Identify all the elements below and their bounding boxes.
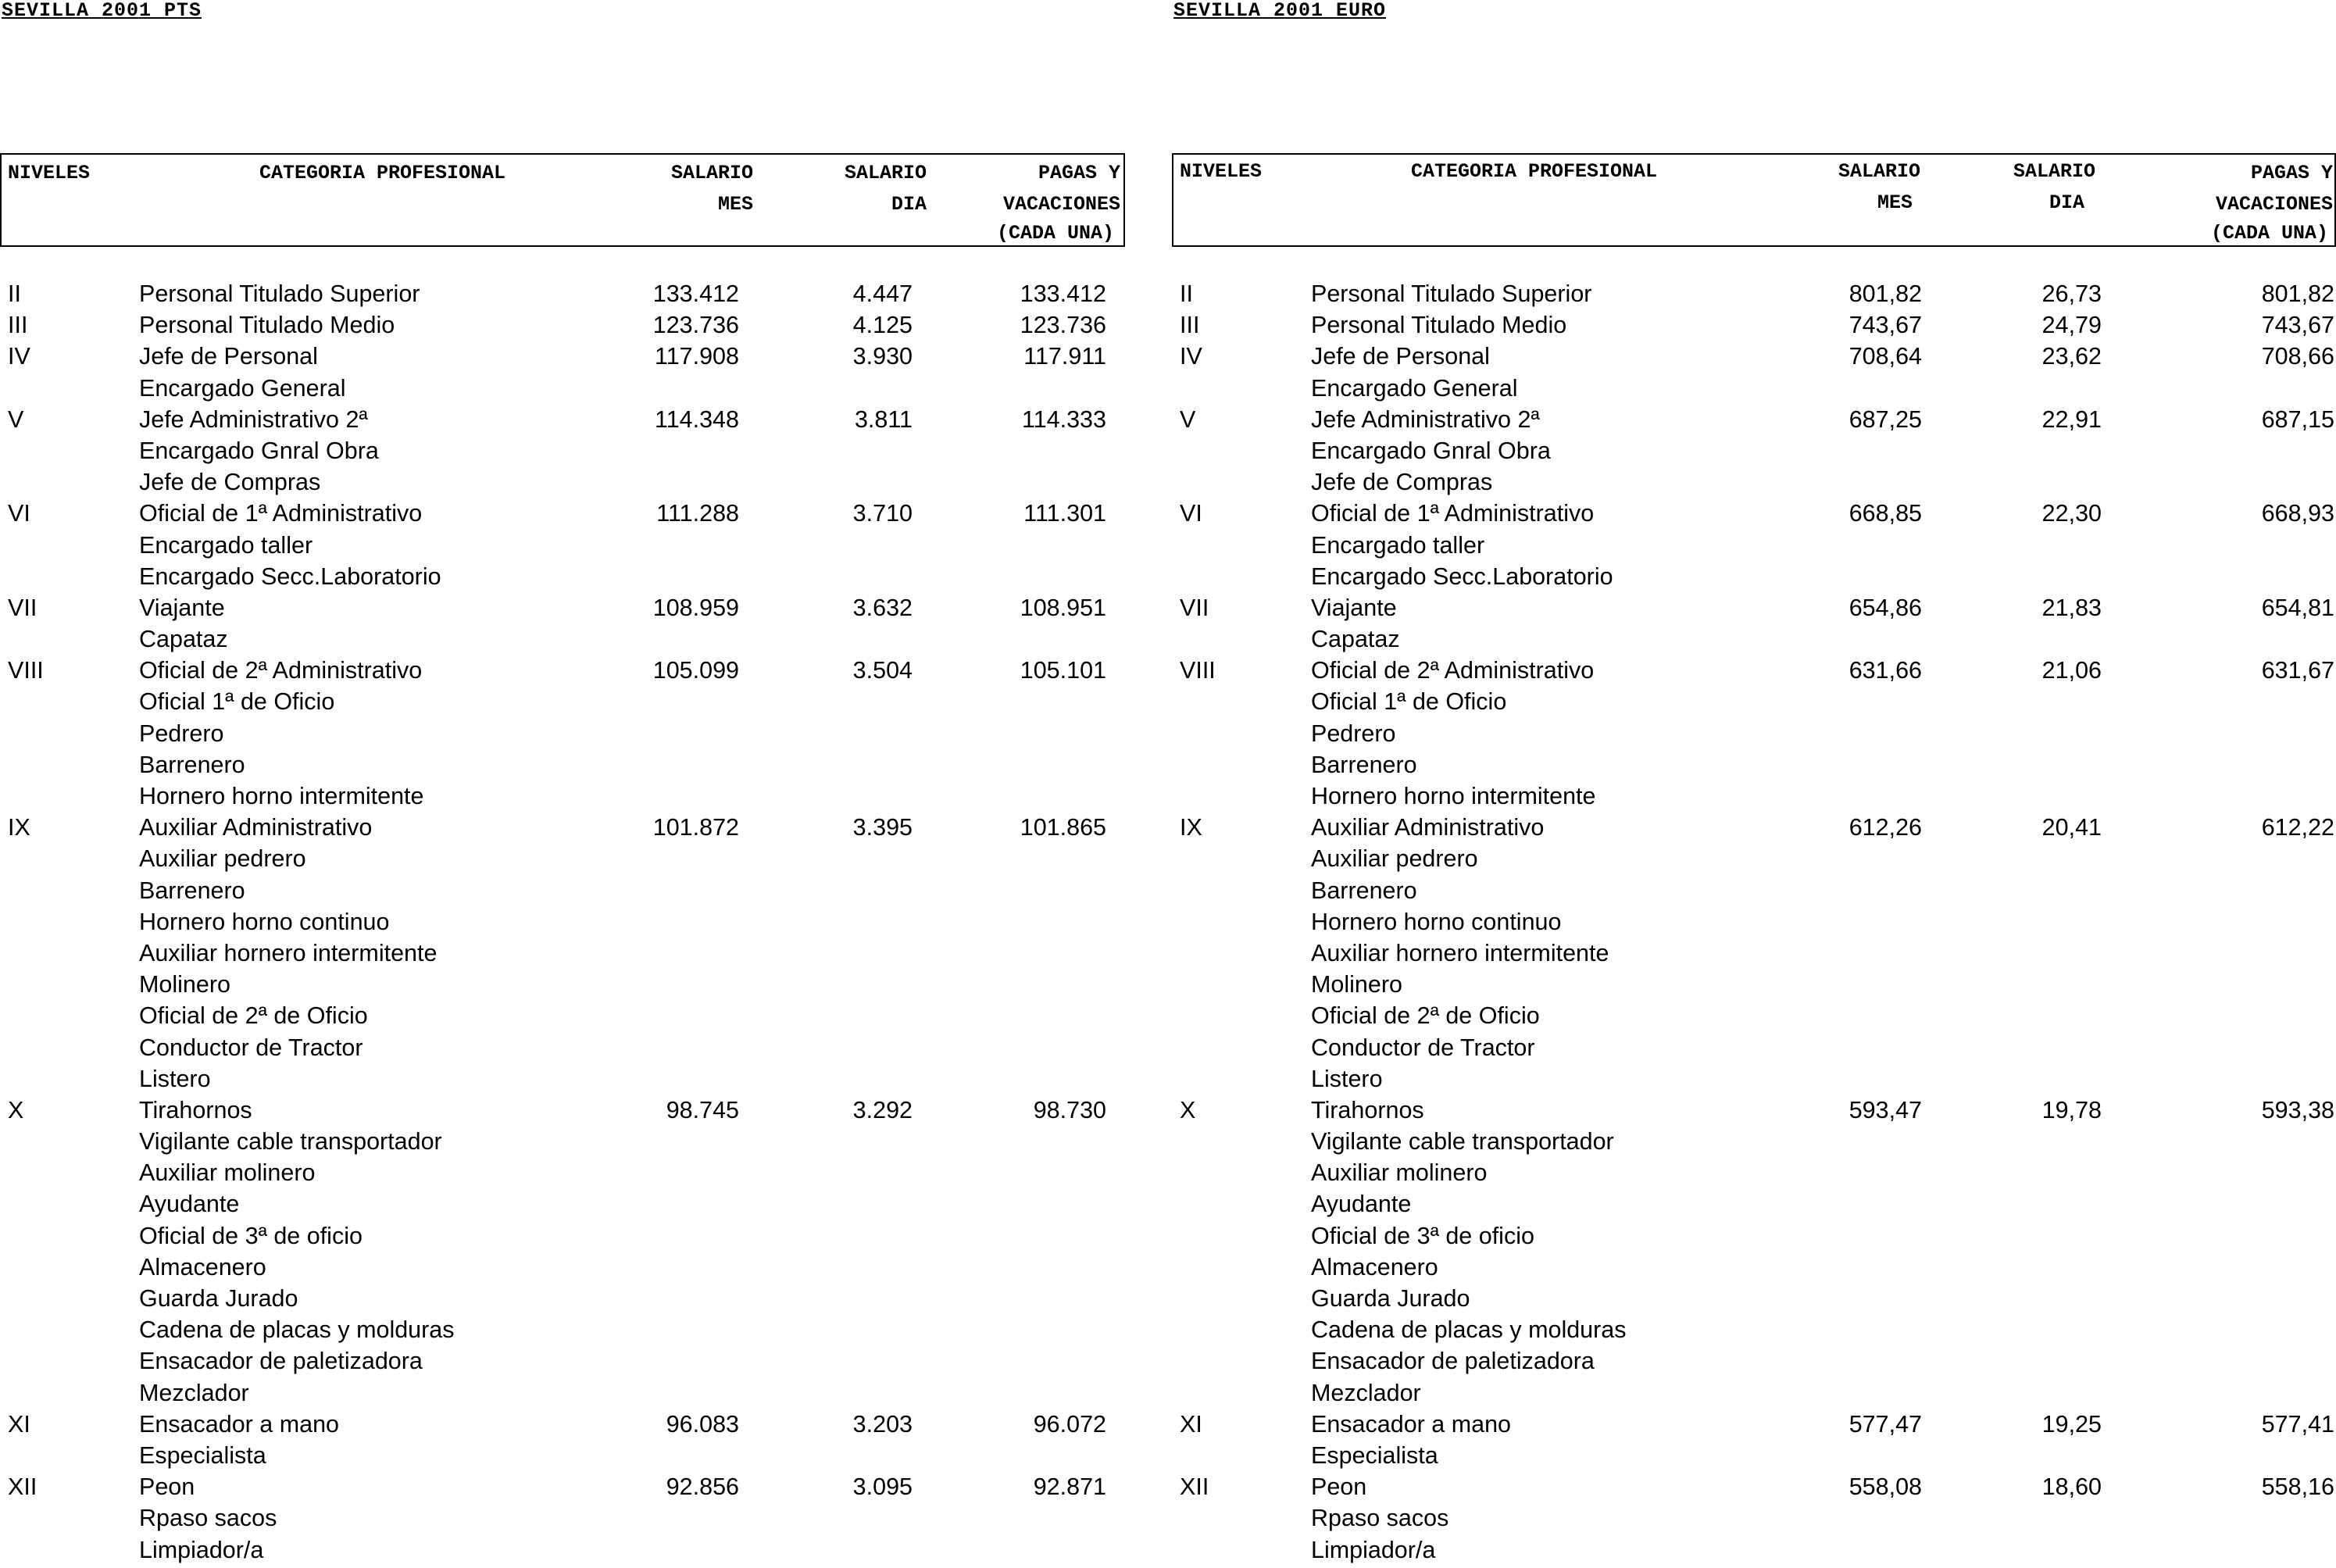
categoria-cell: Auxiliar molinero	[139, 1159, 316, 1187]
categoria-cell: Mezclador	[139, 1379, 249, 1406]
salario-dia-cell: 3.710	[852, 500, 913, 527]
pagas-cell: 114.333	[1022, 405, 1106, 433]
table-row	[1172, 1409, 2336, 1440]
categoria-cell: Jefe Administrativo 2ª	[139, 405, 368, 433]
table-row	[0, 466, 1125, 498]
categoria-cell: Ayudante	[139, 1191, 240, 1218]
nivel-cell: IX	[8, 814, 30, 841]
salario-mes-cell: 577,47	[1848, 1410, 1922, 1438]
categoria-cell: Encargado General	[139, 374, 346, 402]
table-row	[0, 1409, 1125, 1440]
pagas-cell: 92.871	[1033, 1473, 1106, 1501]
pagas-cell: 117.911	[1023, 343, 1106, 370]
table-row	[1172, 498, 2336, 529]
table-row	[0, 1534, 1125, 1566]
salario-dia-cell: 3.811	[854, 405, 913, 433]
salario-dia-cell: 26,73	[2041, 280, 2102, 307]
table-row	[0, 530, 1125, 561]
categoria-cell: Personal Titulado Superior	[139, 280, 420, 307]
salario-dia-cell: 19,25	[2041, 1410, 2102, 1438]
table-row	[1172, 373, 2336, 404]
table-row	[1172, 278, 2336, 309]
categoria-cell: Pedrero	[1311, 720, 1396, 747]
nivel-cell: IV	[8, 343, 30, 370]
pagas-cell: 101.865	[1020, 814, 1106, 841]
categoria-cell: Especialista	[1311, 1441, 1438, 1469]
salario-mes-cell: 117.908	[655, 343, 739, 370]
header-categoria: CATEGORIA PROFESIONAL	[259, 162, 506, 184]
categoria-cell: Oficial 1ª de Oficio	[139, 688, 335, 716]
categoria-cell: Vigilante cable transportador	[139, 1128, 442, 1155]
table-row	[0, 1000, 1125, 1031]
categoria-cell: Encargado Gnral Obra	[139, 437, 379, 464]
categoria-cell: Oficial de 2ª de Oficio	[139, 1002, 368, 1030]
table-row	[0, 1188, 1125, 1220]
table-row	[1172, 1126, 2336, 1157]
categoria-cell: Jefe Administrativo 2ª	[1311, 405, 1540, 433]
table-row	[1172, 1471, 2336, 1502]
nivel-cell: II	[1180, 280, 1193, 307]
header-salario-dia-line2: DIA	[2048, 191, 2084, 214]
nivel-cell: VI	[8, 500, 30, 527]
pagas-cell: 801,82	[2261, 280, 2334, 307]
table-row	[0, 1314, 1125, 1345]
categoria-cell: Encargado Secc.Laboratorio	[1311, 563, 1613, 590]
table-row	[0, 718, 1125, 749]
table-row	[0, 498, 1125, 529]
table-row	[0, 1283, 1125, 1314]
salario-mes-cell: 101.872	[652, 814, 739, 841]
categoria-cell: Ensacador a mano	[1311, 1410, 1512, 1438]
categoria-cell: Limpiador/a	[1311, 1536, 1436, 1563]
pagas-cell: 593,38	[2261, 1096, 2334, 1123]
pagas-cell: 668,93	[2261, 500, 2334, 527]
table-row	[1172, 686, 2336, 717]
categoria-cell: Auxiliar hornero intermitente	[139, 939, 438, 966]
categoria-cell: Personal Titulado Medio	[1311, 312, 1567, 339]
table-row	[1172, 812, 2336, 843]
categoria-cell: Oficial 1ª de Oficio	[1311, 688, 1507, 716]
categoria-cell: Auxiliar pedrero	[139, 845, 306, 873]
pagas-cell: 123.736	[1020, 312, 1106, 339]
categoria-cell: Barrenero	[1311, 877, 1417, 904]
salario-mes-cell: 111.288	[656, 500, 739, 527]
nivel-cell: VI	[1180, 500, 1202, 527]
categoria-cell: Oficial de 2ª de Oficio	[1311, 1002, 1540, 1030]
nivel-cell: V	[8, 405, 24, 433]
categoria-cell: Jefe de Personal	[1311, 343, 1490, 370]
nivel-cell: III	[8, 312, 28, 339]
salario-dia-cell: 18,60	[2041, 1473, 2102, 1501]
table-row	[0, 1032, 1125, 1063]
categoria-cell: Conductor de Tractor	[139, 1034, 363, 1061]
categoria-cell: Oficial de 2ª Administrativo	[1311, 657, 1595, 684]
categoria-cell: Ensacador de paletizadora	[139, 1348, 423, 1375]
pagas-cell: 98.730	[1033, 1096, 1106, 1123]
table-row	[1172, 1188, 2336, 1220]
categoria-cell: Almacenero	[1311, 1253, 1438, 1280]
categoria-cell: Encargado Gnral Obra	[1311, 437, 1551, 464]
table-row	[1172, 1032, 2336, 1063]
table-row	[0, 435, 1125, 466]
categoria-cell: Barrenero	[139, 877, 245, 904]
table-row	[1172, 843, 2336, 874]
table-title: SEVILLA 2001 EURO	[1173, 0, 1387, 22]
table-row	[0, 623, 1125, 655]
table-row	[1172, 1534, 2336, 1566]
categoria-cell: Peon	[139, 1473, 195, 1501]
table-row	[1172, 1283, 2336, 1314]
categoria-cell: Guarda Jurado	[139, 1285, 298, 1312]
categoria-cell: Personal Titulado Medio	[139, 312, 395, 339]
table-row	[0, 812, 1125, 843]
categoria-cell: Encargado Secc.Laboratorio	[139, 563, 441, 590]
header-salario-dia-line2: DIA	[891, 193, 927, 216]
table-row	[0, 1377, 1125, 1409]
categoria-cell: Rpaso sacos	[1311, 1505, 1449, 1532]
categoria-cell: Hornero horno continuo	[1311, 908, 1562, 935]
categoria-cell: Tirahornos	[139, 1096, 252, 1123]
header-pagas-line2: VACACIONES	[2215, 193, 2333, 216]
table-row	[1172, 1440, 2336, 1471]
header-pagas-line3: (CADA UNA)	[2210, 222, 2328, 245]
nivel-cell: VIII	[8, 657, 44, 684]
categoria-cell: Ayudante	[1311, 1191, 1412, 1218]
table-row	[0, 341, 1125, 372]
pagas-cell: 133.412	[1020, 280, 1106, 307]
salario-dia-cell: 3.930	[852, 343, 913, 370]
pagas-cell: 96.072	[1033, 1410, 1106, 1438]
header-pagas-line1: PAGAS Y	[1038, 162, 1120, 184]
categoria-cell: Cadena de placas y molduras	[139, 1316, 455, 1344]
categoria-cell: Ensacador a mano	[139, 1410, 340, 1438]
nivel-cell: IV	[1180, 343, 1202, 370]
categoria-cell: Mezclador	[1311, 1379, 1421, 1406]
salario-dia-cell: 21,06	[2041, 657, 2102, 684]
salario-mes-cell: 114.348	[655, 405, 739, 433]
nivel-cell: X	[1180, 1096, 1196, 1123]
header-salario-dia-line1: SALARIO	[844, 162, 927, 184]
categoria-cell: Encargado General	[1311, 374, 1518, 402]
table-header	[0, 153, 1125, 247]
pts-table-panel	[0, 0, 1125, 1568]
table-row	[1172, 938, 2336, 969]
categoria-cell: Auxiliar Administrativo	[1311, 814, 1545, 841]
categoria-cell: Almacenero	[139, 1253, 266, 1280]
nivel-cell: VII	[8, 594, 38, 621]
categoria-cell: Oficial de 1ª Administrativo	[1311, 500, 1595, 527]
table-row	[1172, 1345, 2336, 1377]
salario-mes-cell: 593,47	[1848, 1096, 1922, 1123]
categoria-cell: Hornero horno intermitente	[1311, 783, 1596, 809]
nivel-cell: VII	[1180, 594, 1209, 621]
categoria-cell: Oficial de 3ª de oficio	[139, 1222, 363, 1249]
nivel-cell: XI	[1180, 1410, 1202, 1438]
table-row	[0, 561, 1125, 592]
salario-dia-cell: 3.095	[852, 1473, 913, 1501]
table-row	[1172, 435, 2336, 466]
table-row	[1172, 309, 2336, 341]
header-pagas-line3: (CADA UNA)	[996, 222, 1114, 245]
salario-dia-cell: 19,78	[2041, 1096, 2102, 1123]
table-row	[0, 1157, 1125, 1188]
table-row	[0, 969, 1125, 1000]
table-row	[0, 780, 1125, 812]
table-row	[0, 1095, 1125, 1126]
table-row	[0, 592, 1125, 623]
pagas-cell: 708,66	[2261, 343, 2334, 370]
salario-dia-cell: 3.203	[852, 1410, 913, 1438]
table-row	[1172, 1220, 2336, 1252]
table-row	[1172, 1157, 2336, 1188]
table-row	[0, 1220, 1125, 1252]
salario-dia-cell: 3.292	[852, 1096, 913, 1123]
categoria-cell: Auxiliar hornero intermitente	[1311, 939, 1609, 966]
header-salario-mes-line1: SALARIO	[670, 162, 753, 184]
table-row	[1172, 341, 2336, 372]
salario-dia-cell: 23,62	[2041, 343, 2102, 370]
categoria-cell: Especialista	[139, 1441, 266, 1469]
table-row	[1172, 969, 2336, 1000]
salario-mes-cell: 801,82	[1848, 280, 1922, 307]
salario-mes-cell: 631,66	[1848, 657, 1922, 684]
nivel-cell: XII	[1180, 1473, 1209, 1501]
categoria-cell: Personal Titulado Superior	[1311, 280, 1592, 307]
table-row	[0, 938, 1125, 969]
table-row	[1172, 749, 2336, 780]
categoria-cell: Limpiador/a	[139, 1536, 264, 1563]
table-row	[1172, 875, 2336, 906]
salario-dia-cell: 22,91	[2041, 405, 2102, 433]
salario-dia-cell: 22,30	[2041, 500, 2102, 527]
table-row	[1172, 718, 2336, 749]
categoria-cell: Oficial de 2ª Administrativo	[139, 657, 423, 684]
table-row	[0, 655, 1125, 686]
categoria-cell: Encargado taller	[1311, 531, 1485, 559]
table-row	[0, 843, 1125, 874]
table-row	[1172, 906, 2336, 938]
categoria-cell: Conductor de Tractor	[1311, 1034, 1535, 1061]
header-pagas-line2: VACACIONES	[1002, 193, 1120, 216]
header-niveles: NIVELES	[8, 162, 91, 184]
salario-mes-cell: 133.412	[652, 280, 739, 307]
header-niveles: NIVELES	[1180, 160, 1263, 183]
table-body	[1172, 278, 2336, 1566]
table-row	[0, 906, 1125, 938]
salario-mes-cell: 743,67	[1848, 312, 1922, 339]
table-row	[1172, 655, 2336, 686]
table-row	[1172, 1095, 2336, 1126]
categoria-cell: Tirahornos	[1311, 1096, 1424, 1123]
table-body	[0, 278, 1125, 1566]
salario-mes-cell: 105.099	[652, 657, 739, 684]
table-row	[1172, 1063, 2336, 1095]
salario-mes-cell: 612,26	[1848, 814, 1922, 841]
salario-mes-cell: 668,85	[1848, 500, 1922, 527]
salario-mes-cell: 96.083	[666, 1410, 739, 1438]
table-row	[0, 875, 1125, 906]
categoria-cell: Oficial de 1ª Administrativo	[139, 500, 423, 527]
categoria-cell: Jefe de Compras	[139, 469, 321, 496]
table-row	[1172, 530, 2336, 561]
table-row	[0, 1345, 1125, 1377]
salario-dia-cell: 21,83	[2041, 594, 2102, 621]
nivel-cell: II	[8, 280, 21, 307]
categoria-cell: Rpaso sacos	[139, 1505, 277, 1532]
salario-mes-cell: 108.959	[652, 594, 739, 621]
pagas-cell: 577,41	[2261, 1410, 2334, 1438]
categoria-cell: Auxiliar Administrativo	[139, 814, 373, 841]
table-row	[0, 1440, 1125, 1471]
header-salario-mes-line2: MES	[1877, 191, 1913, 214]
nivel-cell: V	[1180, 405, 1196, 433]
table-row	[0, 1502, 1125, 1534]
categoria-cell: Peon	[1311, 1473, 1367, 1501]
categoria-cell: Viajante	[1311, 594, 1397, 621]
pagas-cell: 108.951	[1020, 594, 1106, 621]
pagas-cell: 687,15	[2261, 405, 2334, 433]
table-row	[0, 1252, 1125, 1283]
table-row	[1172, 561, 2336, 592]
salario-mes-cell: 654,86	[1848, 594, 1922, 621]
table-row	[1172, 780, 2336, 812]
pagas-cell: 558,16	[2261, 1473, 2334, 1501]
table-header	[1172, 153, 2336, 247]
categoria-cell: Jefe de Compras	[1311, 469, 1493, 496]
categoria-cell: Capataz	[139, 626, 228, 653]
table-row	[0, 278, 1125, 309]
table-row	[0, 1063, 1125, 1095]
categoria-cell: Capataz	[1311, 626, 1400, 653]
categoria-cell: Ensacador de paletizadora	[1311, 1348, 1595, 1375]
categoria-cell: Guarda Jurado	[1311, 1285, 1470, 1312]
salario-dia-cell: 3.395	[852, 814, 913, 841]
salario-dia-cell: 4.447	[852, 280, 913, 307]
salario-dia-cell: 3.504	[852, 657, 913, 684]
categoria-cell: Auxiliar pedrero	[1311, 845, 1478, 873]
table-row	[1172, 592, 2336, 623]
table-row	[1172, 1502, 2336, 1534]
categoria-cell: Hornero horno continuo	[139, 908, 390, 935]
categoria-cell: Viajante	[139, 594, 225, 621]
salario-dia-cell: 20,41	[2041, 814, 2102, 841]
salario-dia-cell: 4.125	[852, 312, 913, 339]
pagas-cell: 111.301	[1023, 500, 1106, 527]
categoria-cell: Molinero	[1311, 971, 1402, 998]
categoria-cell: Listero	[139, 1065, 211, 1092]
table-row	[0, 1471, 1125, 1502]
table-row	[0, 686, 1125, 717]
pagas-cell: 654,81	[2261, 594, 2334, 621]
salario-mes-cell: 123.736	[652, 312, 739, 339]
salario-mes-cell: 708,64	[1848, 343, 1922, 370]
table-row	[0, 373, 1125, 404]
categoria-cell: Molinero	[139, 971, 230, 998]
nivel-cell: XI	[8, 1410, 30, 1438]
pagas-cell: 631,67	[2261, 657, 2334, 684]
table-title: SEVILLA 2001 PTS	[2, 0, 202, 22]
categoria-cell: Auxiliar molinero	[1311, 1159, 1488, 1187]
table-row	[1172, 1252, 2336, 1283]
table-row	[0, 749, 1125, 780]
nivel-cell: X	[8, 1096, 24, 1123]
salario-dia-cell: 24,79	[2041, 312, 2102, 339]
salario-mes-cell: 92.856	[666, 1473, 739, 1501]
table-row	[1172, 1000, 2336, 1031]
table-row	[0, 404, 1125, 435]
table-row	[1172, 1377, 2336, 1409]
categoria-cell: Cadena de placas y molduras	[1311, 1316, 1627, 1344]
categoria-cell: Pedrero	[139, 720, 224, 747]
table-row	[1172, 1314, 2336, 1345]
salario-mes-cell: 558,08	[1848, 1473, 1922, 1501]
table-row	[1172, 404, 2336, 435]
categoria-cell: Vigilante cable transportador	[1311, 1128, 1614, 1155]
nivel-cell: IX	[1180, 814, 1202, 841]
header-salario-mes-line2: MES	[717, 193, 753, 216]
nivel-cell: VIII	[1180, 657, 1216, 684]
categoria-cell: Barrenero	[139, 751, 245, 778]
table-row	[1172, 466, 2336, 498]
euro-table-panel	[1172, 0, 2336, 1568]
header-categoria: CATEGORIA PROFESIONAL	[1411, 160, 1658, 183]
salario-mes-cell: 687,25	[1848, 405, 1922, 433]
categoria-cell: Barrenero	[1311, 751, 1417, 778]
nivel-cell: XII	[8, 1473, 38, 1501]
header-salario-dia-line1: SALARIO	[2013, 160, 2095, 183]
categoria-cell: Hornero horno intermitente	[139, 783, 424, 809]
pagas-cell: 743,67	[2261, 312, 2334, 339]
table-row	[1172, 623, 2336, 655]
header-pagas-line1: PAGAS Y	[2250, 162, 2333, 184]
table-row	[0, 1126, 1125, 1157]
nivel-cell: III	[1180, 312, 1200, 339]
categoria-cell: Oficial de 3ª de oficio	[1311, 1222, 1534, 1249]
table-row	[0, 309, 1125, 341]
header-salario-mes-line1: SALARIO	[1838, 160, 1920, 183]
pagas-cell: 612,22	[2261, 814, 2334, 841]
categoria-cell: Listero	[1311, 1065, 1383, 1092]
salario-mes-cell: 98.745	[666, 1096, 739, 1123]
pagas-cell: 105.101	[1020, 657, 1106, 684]
salario-dia-cell: 3.632	[852, 594, 913, 621]
categoria-cell: Jefe de Personal	[139, 343, 318, 370]
categoria-cell: Encargado taller	[139, 531, 313, 559]
